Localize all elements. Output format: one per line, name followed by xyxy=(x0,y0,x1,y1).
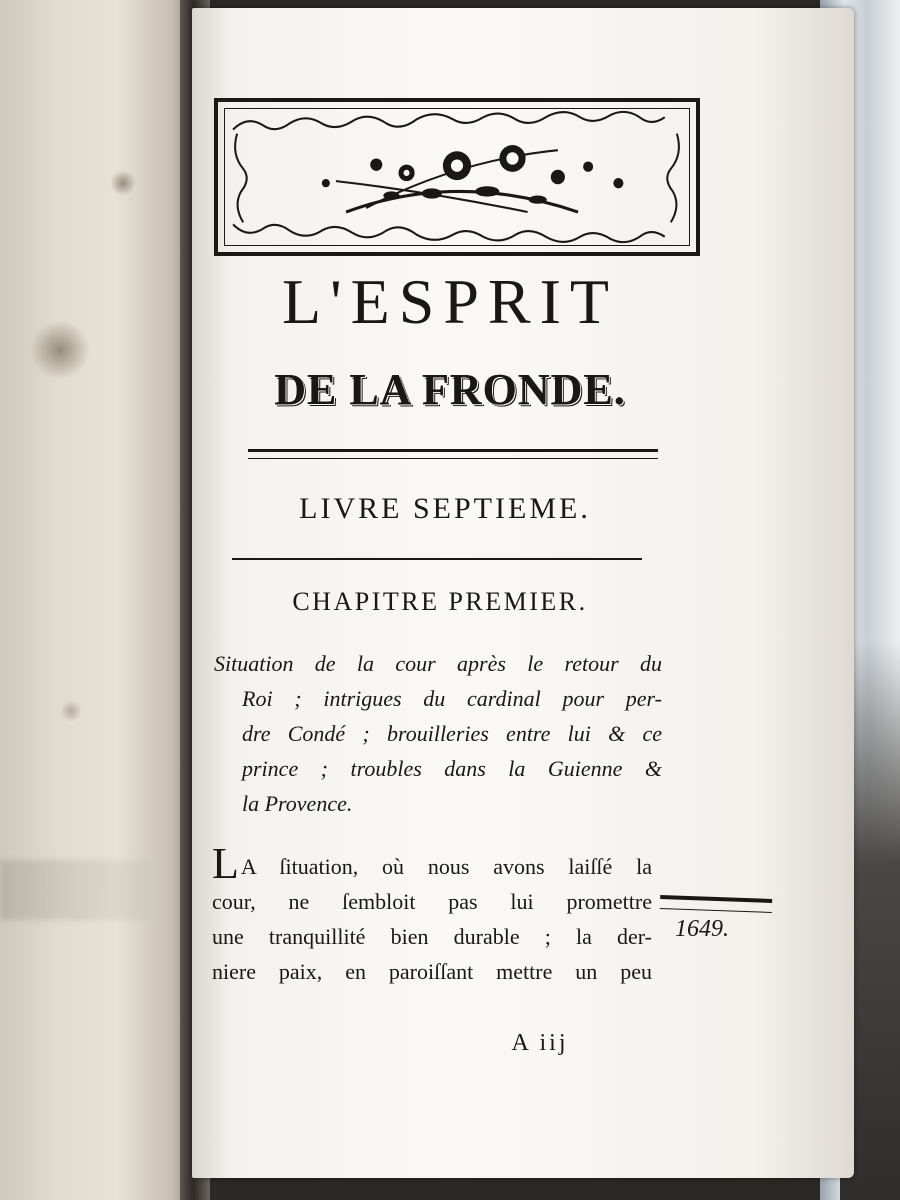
left-page xyxy=(0,0,195,1200)
body-line xyxy=(212,839,652,888)
body-line: cour, ne ſembloit pas lui promettre xyxy=(212,889,652,914)
summary-line: la Provence. xyxy=(242,791,353,816)
summary-line: Roi ; intrigues du cardinal pour per- xyxy=(242,686,662,711)
stain-spot xyxy=(110,170,136,196)
floral-bouquet-icon xyxy=(225,109,689,245)
body-line: niere paix, en paroiſſant mettre un peu xyxy=(212,959,652,984)
chapter-summary xyxy=(214,646,662,821)
book-heading: LIVRE SEPTIEME. xyxy=(299,492,591,525)
drop-cap: L xyxy=(212,839,239,888)
signature-mark: A iij xyxy=(511,1030,569,1056)
title-line-1: L'ESPRIT xyxy=(282,266,618,337)
title-line-2: DE LA FRONDE. xyxy=(274,365,626,414)
chapter-heading: CHAPITRE PREMIER. xyxy=(292,587,588,616)
headpiece-frame xyxy=(224,108,690,246)
double-rule xyxy=(248,449,658,459)
summary-line: Situation de la cour après le retour du xyxy=(214,651,662,676)
body-paragraph xyxy=(212,839,652,989)
margin-year: 1649. xyxy=(675,916,729,942)
bleed-through-text xyxy=(0,860,150,920)
stain-spot xyxy=(30,320,90,380)
ornamental-headpiece xyxy=(214,98,700,256)
stain-spot xyxy=(60,700,82,722)
body-line: une tranquillité bien durable ; la der- xyxy=(212,924,652,949)
single-rule xyxy=(232,558,642,560)
summary-line: prince ; troubles dans la Guienne & xyxy=(242,756,662,781)
body-line-text: A ſituation, où nous avons laiſſé la xyxy=(240,854,652,879)
summary-line: dre Condé ; brouilleries entre lui & ce xyxy=(242,721,662,746)
